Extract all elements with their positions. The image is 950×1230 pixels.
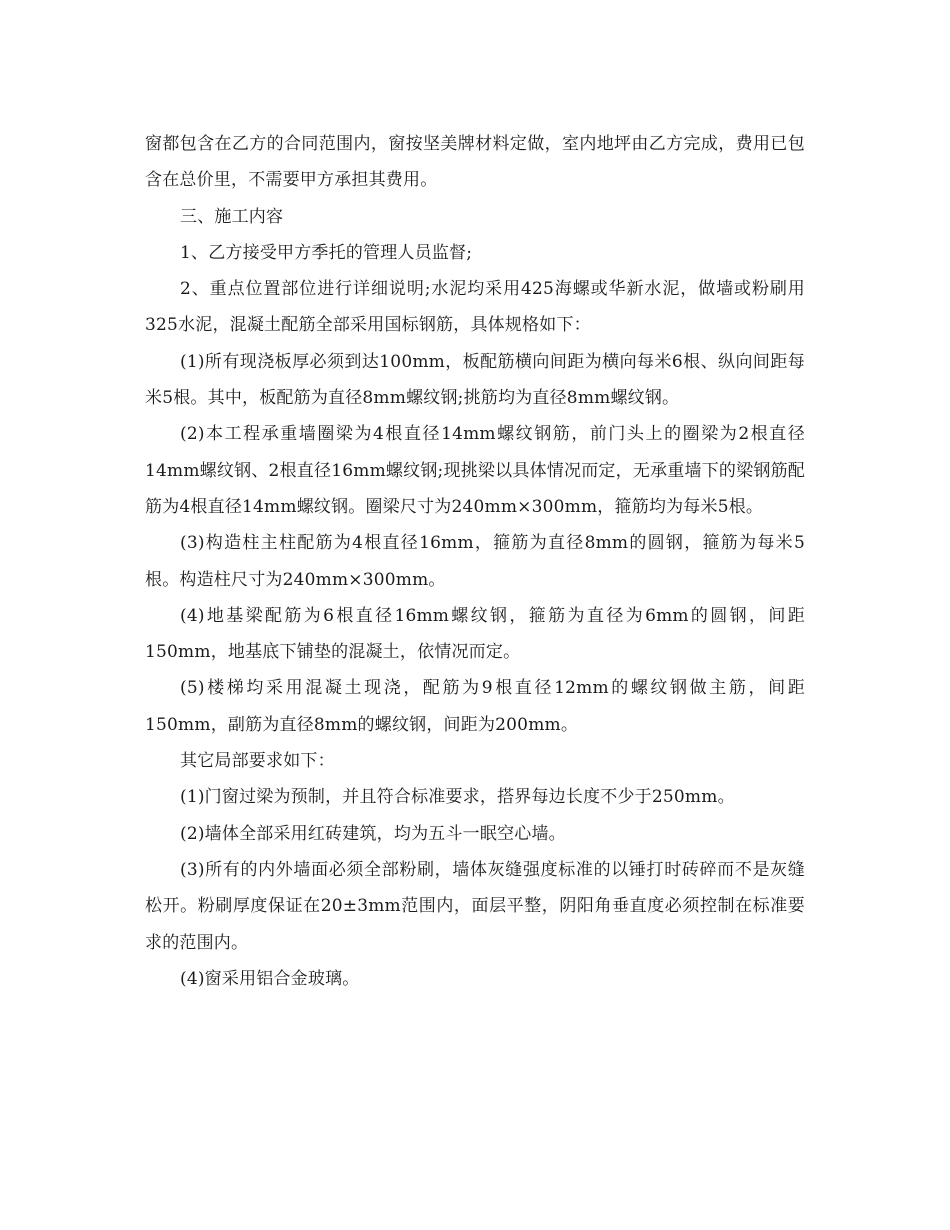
paragraph-spec-3: (3)构造柱主柱配筋为4根直径16mm，箍筋为直径8mm的圆钢，箍筋为每米5根。构造柱尺寸为240mm×300mm。 xyxy=(145,533,805,590)
paragraph-requirement-4: (4)窗采用铝合金玻璃。 xyxy=(180,968,360,989)
paragraph-item-2: 2、重点位置部位进行详细说明;水泥均采用425海螺或华新水泥，做墙或粉刷用325水泥，混凝土配筋全部采用国标钢筋，具体规格如下： xyxy=(145,279,805,336)
paragraph-other-requirements-heading: 其它局部要求如下： xyxy=(180,751,335,772)
section-heading-construction-content: 三、施工内容 xyxy=(180,206,284,227)
paragraph-continuation: 窗都包含在乙方的合同范围内，窗按坚美牌材料定做，室内地坪由乙方完成，费用已包含在总价里，不需要甲方承担其费用。 xyxy=(145,134,805,191)
paragraph-requirement-1: (1)门窗过梁为预制，并且符合标准要求，搭界每边长度不少于250mm。 xyxy=(180,787,735,808)
document-page xyxy=(145,126,805,997)
paragraph-spec-4: (4)地基梁配筋为6根直径16mm螺纹钢，箍筋为直径为6mm的圆钢，间距150mm，地基底下铺垫的混凝土，依情况而定。 xyxy=(145,605,805,663)
paragraph-spec-2: (2)本工程承重墙圈梁为4根直径14mm螺纹钢筋，前门头上的圈梁为2根直径14mm螺纹钢、2根直径16mm螺纹钢;现挑梁以具体情况而定，无承重墙下的梁钢筋配筋为4根直径14mm螺纹钢。圈梁尺寸为240mm×300mm，箍筋均为每米5根。 xyxy=(145,424,805,517)
paragraph-requirement-3: (3)所有的内外墙面必须全部粉刷，墙体灰缝强度标准的以锤打时砖碎而不是灰缝松开。粉刷厚度保证在20±3mm范围内，面层平整，阴阳角垂直度必须控制在标准要求的范围内。 xyxy=(145,859,805,953)
paragraph-spec-5: (5)楼梯均采用混凝土现浇，配筋为9根直径12mm的螺纹钢做主筋，间距150mm，副筋为直径8mm的螺纹钢，间距为200mm。 xyxy=(145,678,805,735)
paragraph-spec-1: (1)所有现浇板厚必须到达100mm，板配筋横向间距为横向每米6根、纵向间距每米5根。其中，板配筋为直径8mm螺纹钢;挑筋均为直径8mm螺纹钢。 xyxy=(145,351,805,409)
paragraph-requirement-2: (2)墙体全部采用红砖建筑，均为五斗一眠空心墙。 xyxy=(180,823,566,844)
paragraph-item-1: 1、乙方接受甲方季托的管理人员监督; xyxy=(180,242,473,263)
